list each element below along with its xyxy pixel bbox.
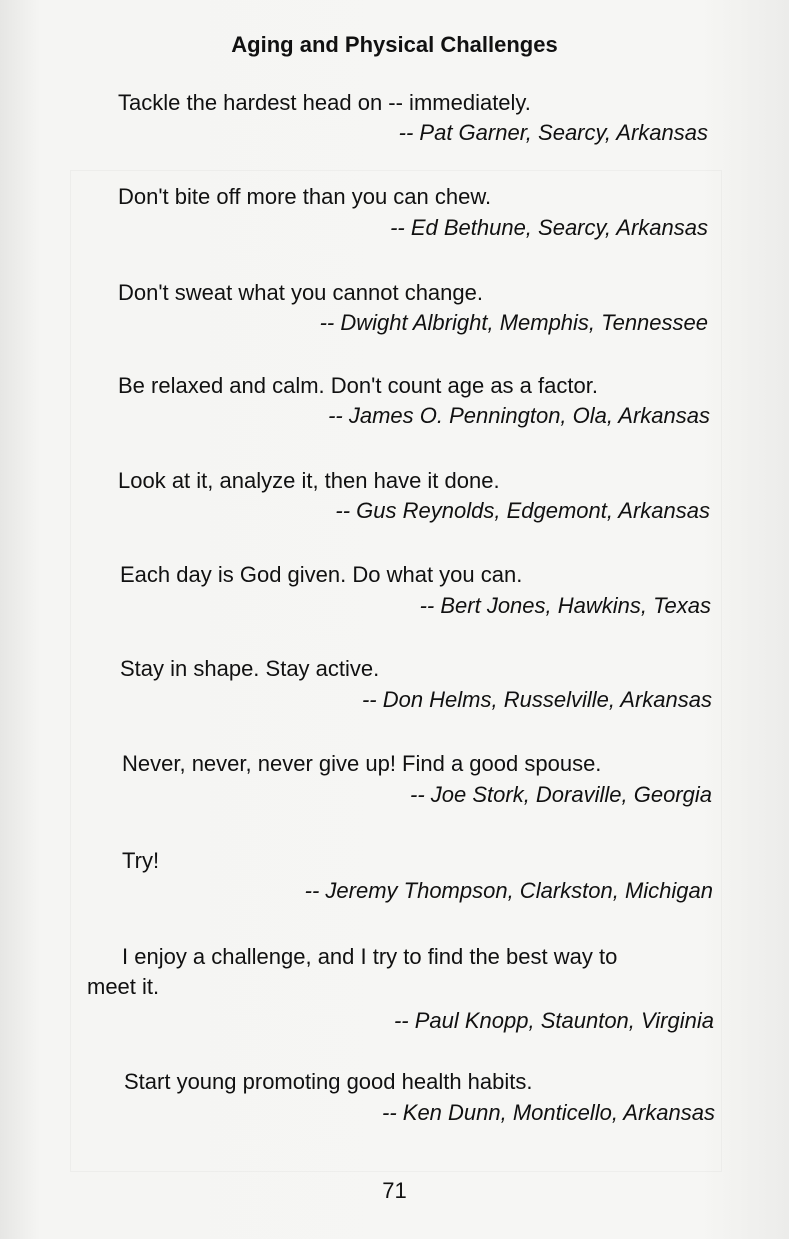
quote-text: Be relaxed and calm. Don't count age as a factor. xyxy=(118,373,598,398)
quote-text-line-1: I enjoy a challenge, and I try to find the best way to xyxy=(122,944,618,969)
quote-5 xyxy=(118,466,710,528)
quote-attribution: -- Bert Jones, Hawkins, Texas xyxy=(419,593,711,618)
quote-attribution: -- Jeremy Thompson, Clarkston, Michigan xyxy=(304,878,713,903)
quote-11 xyxy=(124,1067,715,1129)
page-title: Aging and Physical Challenges xyxy=(231,32,558,57)
quote-text: Don't bite off more than you can chew. xyxy=(118,184,492,209)
quote-1 xyxy=(118,88,708,150)
quote-attribution: -- Gus Reynolds, Edgemont, Arkansas xyxy=(335,498,710,523)
quote-text: Start young promoting good health habits. xyxy=(124,1069,533,1094)
quote-text: Don't sweat what you cannot change. xyxy=(118,280,483,305)
quote-text: Try! xyxy=(122,848,160,873)
quote-text: Stay in shape. Stay active. xyxy=(120,656,380,681)
quote-attribution: -- Don Helms, Russelville, Arkansas xyxy=(361,687,712,712)
quote-text-line-2: meet it. xyxy=(87,974,160,999)
quote-attribution: -- Ken Dunn, Monticello, Arkansas xyxy=(382,1100,715,1125)
quote-7 xyxy=(120,654,712,716)
quote-attribution: -- James O. Pennington, Ola, Arkansas xyxy=(328,403,710,428)
quote-9 xyxy=(122,846,713,908)
quote-attribution: -- Pat Garner, Searcy, Arkansas xyxy=(398,120,708,145)
quote-text: Each day is God given. Do what you can. xyxy=(120,562,523,587)
page-number: 71 xyxy=(382,1178,407,1203)
quote-text: Tackle the hardest head on -- immediately. xyxy=(118,90,531,115)
quote-text: Look at it, analyze it, then have it done. xyxy=(118,468,500,493)
quote-4 xyxy=(118,371,710,433)
quote-2 xyxy=(118,182,708,244)
quote-6 xyxy=(120,560,711,622)
quote-text: Never, never, never give up! Find a good spouse. xyxy=(122,751,602,776)
quote-attribution: -- Paul Knopp, Staunton, Virginia xyxy=(393,1008,714,1033)
quote-attribution: -- Ed Bethune, Searcy, Arkansas xyxy=(390,215,708,240)
quote-3 xyxy=(118,278,708,340)
quote-attribution: -- Joe Stork, Doraville, Georgia xyxy=(410,782,712,807)
quote-10 xyxy=(87,942,714,1042)
quote-8 xyxy=(122,749,712,811)
quote-attribution: -- Dwight Albright, Memphis, Tennessee xyxy=(319,310,708,335)
